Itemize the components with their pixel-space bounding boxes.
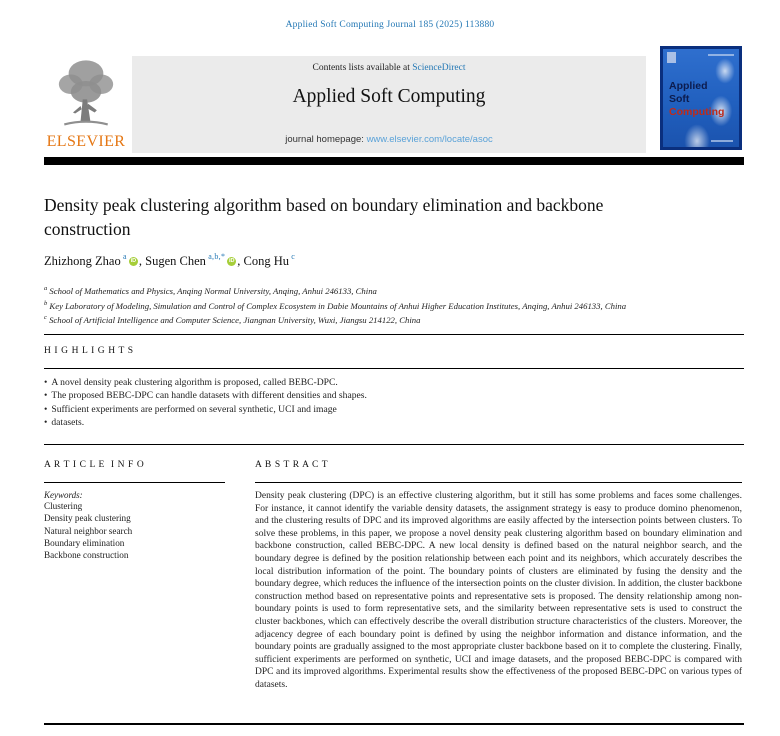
homepage-line [132,134,646,145]
affiliation-superscript: a [44,285,48,292]
article-info-heading: A R T I C L E I N F O [44,460,145,470]
keyword: Clustering [44,501,83,511]
author-separator: , [138,254,146,269]
article-title: Density peak clustering algorithm based on boundary elimination and backbone construction [44,195,604,239]
affiliation-text: School of Mathematics and Physics, Anqing Normal University, Anqing, Anhui 246133, China [47,285,377,296]
section-divider [44,444,744,445]
author-affil-superscript: a [120,252,127,261]
affiliation-row [44,283,626,298]
cover-word-soft: Soft [669,93,690,105]
article-info-rule [44,482,225,483]
journal-title: Applied Soft Computing [292,86,486,107]
author-list [44,253,295,269]
highlight-item: • Sufficient experiments are performed on several synthetic, UCI and image [44,403,704,416]
cover-word-computing: Computing [669,106,725,118]
elsevier-logo [44,56,128,151]
highlight-item: • datasets. [44,416,704,429]
article-info-section [44,460,225,561]
author-name: Zhizhong Zhao [44,254,121,269]
highlight-item: • A novel density peak clustering algorithm is proposed, called BEBC-DPC. [44,376,704,389]
elsevier-wordmark: ELSEVIER [46,133,126,150]
section-divider [44,368,744,369]
contents-prefix: Contents lists available at [312,63,413,73]
affiliation-row [44,298,626,313]
keywords-label: Keywords: [44,490,83,500]
highlights-list [44,376,704,430]
cover-top-text [708,54,734,56]
page-bottom-rule [44,723,744,725]
cover-title [669,80,724,119]
abstract-text: Density peak clustering (DPC) is an effective clustering algorithm, but it still has some problems and faces some challenges. For instance, it cannot identify the variable density datasets, the assignment strategy is easy to produce domino phenomenon, and the clustering results of DPC and its improved algorithms are easily affected by the intersection points between clusters. To solve these problems, in this paper, we propose a novel density peak clustering algorithm based on boundary elimination and backbone construction, called BEBC-DPC. A new local density is defined based on the natural neighbor search, and the boundary degree is defined by the position relationship between each point and its neighbors, which accurately describes the local distribution information of the point. The boundary points of clusters are eliminated by fusing the density and the boundary degree, which reduces the influence of the intersection points on the cluster division. In addition, the cluster backbone construction method based on representative points and representative sets is proposed. The density relationship among non-boundary points is used to form representative sets, and the similarity between representative sets is used to construct the cluster backbones, which can effectively describe the overall distribution structure characteristics of the clusters. Moreover, the adjacency degree of each boundary point is defined by using the neighbor information and distance information, and the boundary points are gradually assigned to the most appropriate cluster backbone based on it to complete the clustering. Finally, sufficient experiments are performed on synthetic, UCI and image datasets, and the proposed BEBC-DPC is compared with DPC and its improved algorithms. Experimental results show the effectiveness of the proposed BEBC-DPC on various types of datasets. [255,491,742,690]
author-separator: , [237,254,244,269]
highlight-item: • The proposed BEBC-DPC can handle datasets with different densities and shapes. [44,389,704,402]
affiliation-text: Key Laboratory of Modeling, Simulation and Control of Complex Ecosystem in Dabie Mountains of Anhui Higher Education Institutes, Anqing, Anhui 246133, China [47,300,627,311]
keyword: Natural neighbor search [44,525,133,536]
keyword: Density peak clustering [44,513,131,524]
author-name: Sugen Chen [145,254,206,269]
contents-line [132,63,646,73]
keyword: Boundary elimination [44,537,125,548]
abstract-rule [255,482,742,483]
affiliation-superscript: c [44,314,47,322]
author-affil-superscript: c [289,252,296,261]
abstract-heading: A B S T R A C T [255,460,329,470]
author-affil-superscript: a,b,* [205,252,226,261]
author-name: Cong Hu [243,254,289,269]
orcid-icon[interactable]: iD [229,258,235,265]
elsevier-tree-icon [53,56,119,132]
journal-citation-link[interactable]: Applied Soft Computing Journal 185 (2025) 113880 [285,20,495,30]
homepage-url-link[interactable]: www.elsevier.com/locate/asoc [366,134,493,145]
affiliation-text: School of Artificial Intelligence and Computer Science, Jiangnan University, Wuxi, Jiangsu 214122, China [46,315,421,326]
journal-banner [132,56,646,153]
homepage-prefix: journal homepage: [285,134,367,145]
sciencedirect-link[interactable]: ScienceDirect [412,63,466,73]
cover-bottom-text [711,140,733,142]
affiliation-list [44,283,626,327]
cover-tree-icon [667,52,676,63]
cover-word-applied: Applied [669,80,708,92]
journal-cover-image [660,46,742,150]
orcid-icon[interactable]: iD [130,258,137,265]
section-divider [44,334,744,335]
keyword: Backbone construction [44,550,129,561]
abstract-section [255,460,742,692]
highlights-heading: H I G H L I G H T S [44,346,134,356]
banner-divider-bar [44,157,744,165]
affiliation-row [44,312,626,327]
affiliation-superscript: b [44,299,48,307]
